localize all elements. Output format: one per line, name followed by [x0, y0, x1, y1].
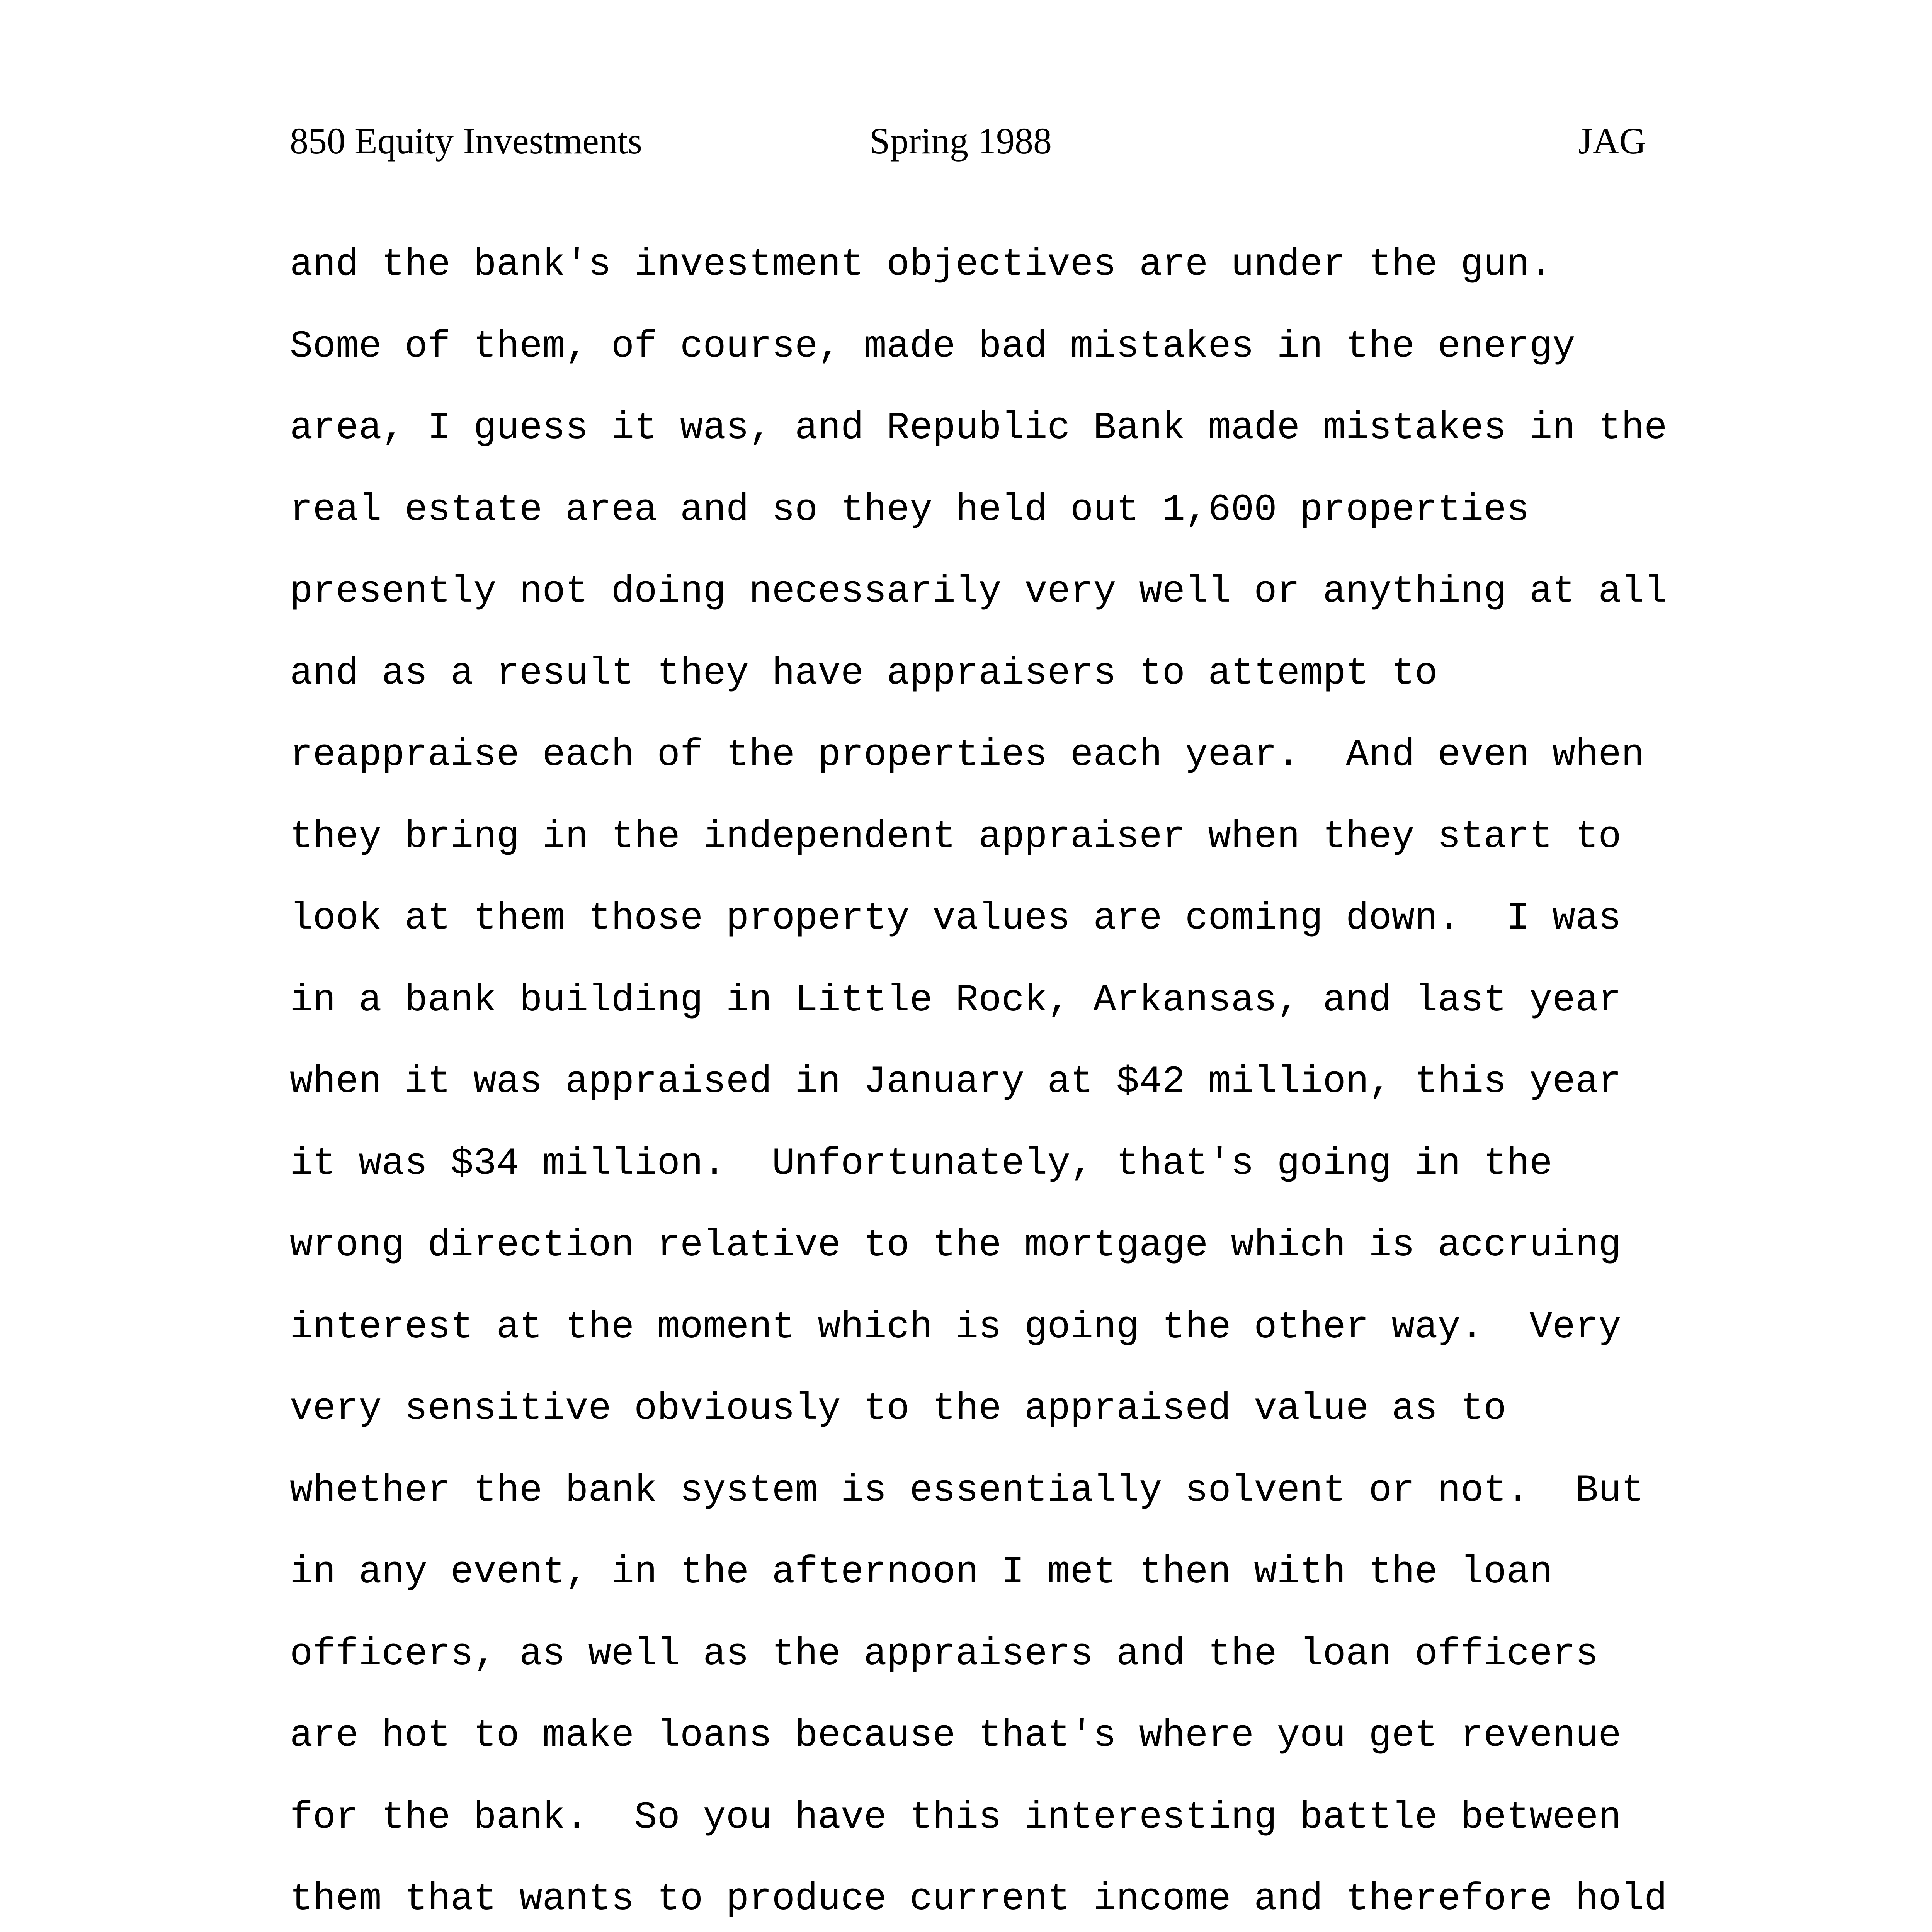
page-header	[290, 114, 1646, 168]
header-course-title: 850 Equity Investments	[290, 120, 642, 162]
text-line: and as a result they have appraisers to attempt to	[290, 651, 1438, 695]
text-line: interest at the moment which is going the other way. Very	[290, 1305, 1621, 1349]
text-line: when it was appraised in January at $42 million, this year	[290, 1060, 1621, 1104]
text-line: and the bank's investment objectives are under the gun.	[290, 243, 1553, 286]
text-line: Some of them, of course, made bad mistakes in the energy	[290, 325, 1575, 368]
text-line: for the bank. So you have this interesting battle between	[290, 1796, 1621, 1839]
text-line: they bring in the independent appraiser when they start to	[290, 815, 1621, 859]
header-author-initials: JAG	[1578, 120, 1646, 162]
text-line: them that wants to produce current income and therefore hold	[290, 1878, 1667, 1921]
text-line: in a bank building in Little Rock, Arkansas, and last year	[290, 978, 1621, 1022]
text-line: presently not doing necessarily very well or anything at all	[290, 570, 1667, 613]
text-line: are hot to make loans because that's where you get revenue	[290, 1714, 1621, 1757]
header-term: Spring 1988	[869, 120, 1052, 162]
text-line: reappraise each of the properties each year. And even when	[290, 733, 1645, 777]
text-line: whether the bank system is essentially solvent or not. But	[290, 1469, 1645, 1512]
text-line: real estate area and so they held out 1,600 properties	[290, 488, 1530, 532]
text-line: officers, as well as the appraisers and the loan officers	[290, 1632, 1599, 1676]
text-line: area, I guess it was, and Republic Bank made mistakes in the	[290, 406, 1667, 450]
transcript-body	[290, 224, 1719, 1932]
text-line: in any event, in the afternoon I met then with the loan	[290, 1551, 1553, 1594]
text-line: wrong direction relative to the mortgage which is accruing	[290, 1224, 1621, 1267]
text-line: look at them those property values are coming down. I was	[290, 897, 1621, 940]
text-line: very sensitive obviously to the appraised value as to	[290, 1387, 1507, 1430]
text-line: it was $34 million. Unfortunately, that's going in the	[290, 1142, 1553, 1185]
